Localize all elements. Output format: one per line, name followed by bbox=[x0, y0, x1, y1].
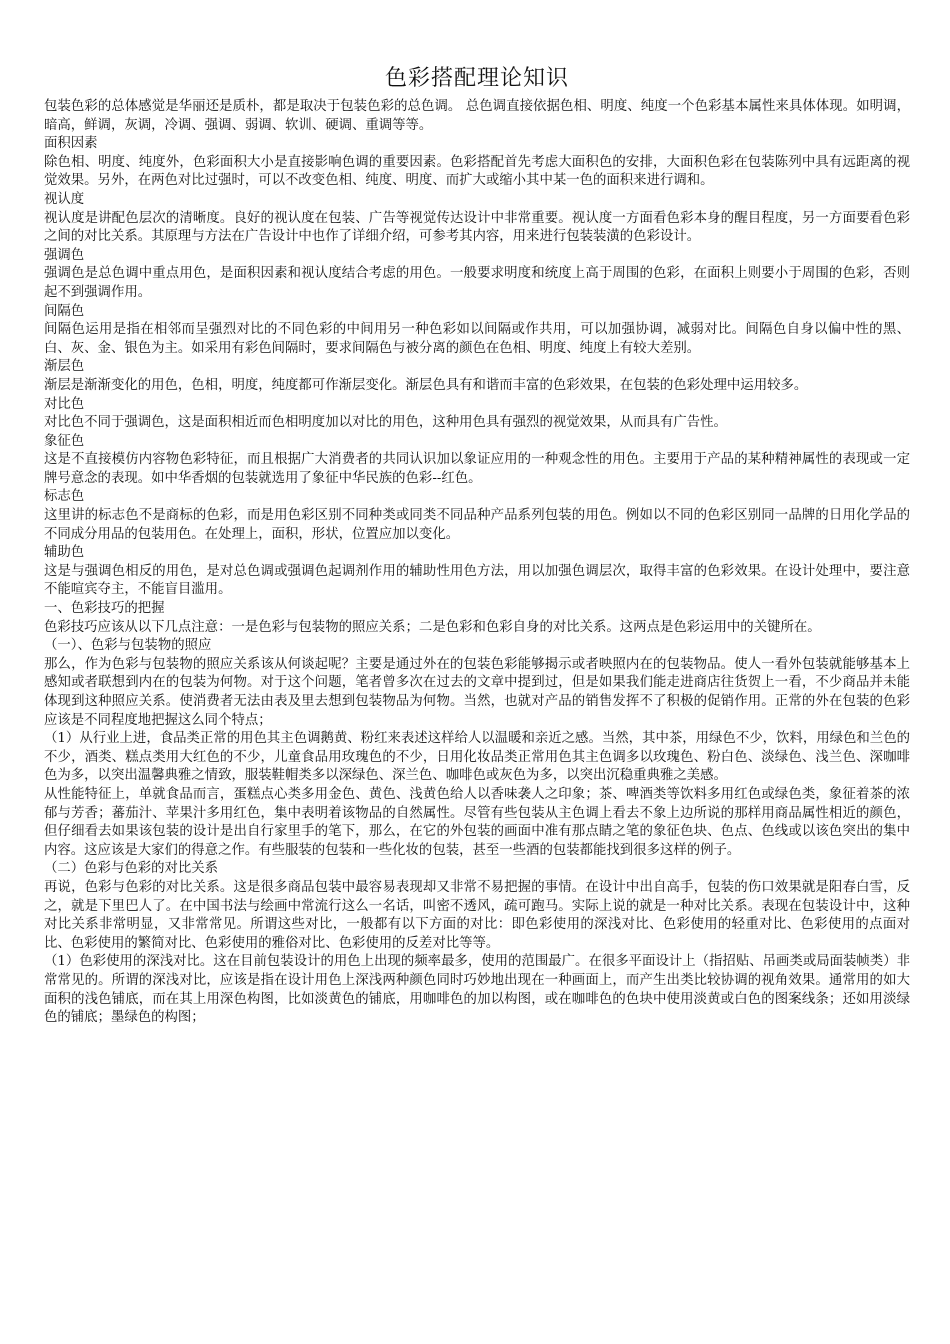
body-paragraph: 视认度是讲配色层次的清晰度。良好的视认度在包装、广告等视觉传达设计中非常重要。视认度一方面看色彩本身的醒目程度，另一方面要看色彩之间的对比关系。其原理与方法在广告设计中也作了详细介绍，可参考其内容，用来进行包装装潢的色彩设计。 bbox=[44, 210, 910, 245]
body-paragraph: 再说，色彩与色彩的对比关系。这是很多商品包装中最容易表现却又非常不易把握的事情。在设计中出自高手，包装的伤口效果就是阳春白雪，反之，就是下里巴人了。在中国书法与绘画中常流行这么一名话，叫密不透风，疏可跑马。实际上说的就是一种对比关系。表现在包装设计中，这种对比关系非常明显，又非常常见。所谓这些对比，一般都有以下方面的对比：即色彩使用的深浅对比、色彩使用的轻重对比、色彩使用的点面对比、色彩使用的繁简对比、色彩使用的雅俗对比、色彩使用的反差对比等等。 bbox=[44, 879, 910, 951]
section-heading: 间隔色 bbox=[44, 303, 85, 319]
section-heading: 面积因素 bbox=[44, 136, 98, 152]
body-paragraph: 包装色彩的总体感觉是华丽还是质朴，都是取决于包装色彩的总色调。 总色调直接依据色相、明度、纯度一个色彩基本属性来具体体现。如明调，暗高，鲜调，灰调，冷调、强调、弱调、软训、硬调、重调等等。 bbox=[44, 99, 910, 133]
body-paragraph: （1）色彩使用的深浅对比。这在目前包装设计的用色上出现的频率最多，使用的范围最广。在很多平面设计上（指招贴、吊画类或局面装帧类）非常常见的。所谓的深浅对比，应该是指在设计用色上深浅两种颜色同时巧妙地出现在一种画面上，而产生出类比较协调的视角效果。通常用的如大面积的浅色铺底，而在其上用深色构图，比如淡黄色的铺底，用咖啡色的加以构图，或在咖啡色的色块中使用淡黄或白色的图案线条；还如用淡绿色的铺底；墨绿色的构图； bbox=[44, 954, 910, 1026]
body-paragraph: 对比色不同于强调色，这是面积相近而色相明度加以对比的用色，这种用色具有强烈的视觉效果，从而具有广告性。 bbox=[44, 415, 727, 431]
section-heading: （二）色彩与色彩的对比关系 bbox=[44, 861, 219, 877]
section-heading: 强调色 bbox=[44, 247, 85, 263]
document-page bbox=[44, 64, 910, 1028]
body-paragraph: 除色相、明度、纯度外，色彩面积大小是直接影响色调的重要因素。色彩搭配首先考虑大面积色的安排，大面积色彩在包装陈列中具有远距离的视觉效果。另外，在两色对比过强时，可以不改变色相、纯度、明度、而扩大或缩小其中某一色的面积来进行调和。 bbox=[44, 154, 910, 189]
body-paragraph: 色彩技巧应该从以下几点注意：一是色彩与包装物的照应关系；二是色彩和色彩自身的对比关系。这两点是色彩运用中的关键所在。 bbox=[44, 619, 821, 635]
section-heading: （一）、色彩与包装物的照应 bbox=[44, 638, 212, 654]
section-heading: 辅助色 bbox=[44, 545, 85, 561]
body-paragraph: 这里讲的标志色不是商标的色彩，而是用色彩区别不同种类或同类不同品种产品系列包装的用色。例如以不同的色彩区别同一品牌的日用化学品的不同成分用品的包装用色。在处理上，面积，形状，位置应加以变化。 bbox=[44, 508, 910, 542]
section-heading: 一、色彩技巧的把握 bbox=[44, 601, 165, 617]
body-paragraph: 渐层是渐渐变化的用色，色相，明度，纯度都可作渐层变化。渐层色具有和谐而丰富的色彩效果，在包装的色彩处理中运用较多。 bbox=[44, 377, 808, 393]
body-paragraph: 从性能特征上，单就食品而言，蛋糕点心类多用金色、黄色、浅黄色给人以香味袭人之印象；茶、啤酒类等饮料多用红色或绿色类，象征着茶的浓郁与芳香；蕃茄汁、苹果汁多用红色，集中表明着该物品的自然属性。尽管有些包装从主色调上看去不象上边所说的那样用商品属性相近的颜色，但仔细看去如果该包装的设计是出自行家里手的笔下，那么，在它的外包装的画面中准有那点睛之笔的象征色块、色点、色线或以该色突出的集中内容。这应该是大家们的得意之作。有些服装的包装和一些化妆的包装，甚至一些酒的包装都能找到很多这样的例子。 bbox=[44, 786, 910, 858]
body-paragraph: （1）从行业上进，食品类正常的用色其主色调鹅黄、粉红来表述这样给人以温暖和亲近之感。当然，其中茶，用绿色不少，饮料，用绿色和兰色的不少，酒类、糕点类用大红色的不少，儿童食品用玫瑰色的不少，日用化妆品类正常用色其主色调多以玫瑰色、粉白色、淡绿色、浅兰色、深咖啡色为多，以突出温馨典雅之情致，服装鞋帽类多以深绿色、深兰色、咖啡色或灰色为多，以突出沉稳重典雅之美感。 bbox=[44, 731, 910, 784]
body-paragraph: 间隔色运用是指在相邻而呈强烈对比的不同色彩的中间用另一种色彩如以间隔或作共用，可以加强协调，减弱对比。间隔色自身以偏中性的黑、白、灰、金、银色为主。如采用有彩色间隔时，要求间隔色与被分离的颜色在色相、明度、纯度上有较大差别。 bbox=[44, 322, 910, 356]
section-heading: 对比色 bbox=[44, 396, 85, 412]
body-paragraph: 这是不直接模仿内容物色彩特征，而且根据广大消费者的共同认识加以象证应用的一种观念性的用色。主要用于产品的某种精神属性的表现或一定牌号意念的表现。如中华香烟的包装就选用了象征中华民族的色彩--红色。 bbox=[44, 452, 910, 486]
document-title: 色彩搭配理论知识 bbox=[384, 66, 569, 91]
section-heading: 渐层色 bbox=[44, 359, 85, 375]
section-heading: 视认度 bbox=[44, 191, 85, 207]
document-body bbox=[44, 98, 910, 1028]
body-paragraph: 那么，作为色彩与包装物的照应关系该从何谈起呢？主要是通过外在的包装色彩能够揭示或者映照内在的包装物品。使人一看外包装就能够基本上感知或者联想到内在的包装为何物。对于这个问题，笔者曾多次在过去的文章中提到过，但是如果我们能走进商店往货贺上一看，不少商品并未能体现到这种照应关系。使消费者无法由表及里去想到包装物品为何物。当然，也就对产品的销售发挥不了积极的促销作用。正常的外在包装的色彩应该是不同程度地把握这么同个特点； bbox=[44, 656, 910, 728]
section-heading: 标志色 bbox=[44, 489, 85, 505]
body-paragraph: 这是与强调色相反的用色，是对总色调或强调色起调剂作用的辅助性用色方法，用以加强色调层次，取得丰富的色彩效果。在设计处理中，要注意不能喧宾夺主，不能盲目滥用。 bbox=[44, 563, 910, 598]
section-heading: 象征色 bbox=[44, 433, 85, 449]
body-paragraph: 强调色是总色调中重点用色，是面积因素和视认度结合考虑的用色。一般要求明度和统度上高于周围的色彩，在面积上则要小于周围的色彩，否则起不到强调作用。 bbox=[44, 266, 910, 300]
